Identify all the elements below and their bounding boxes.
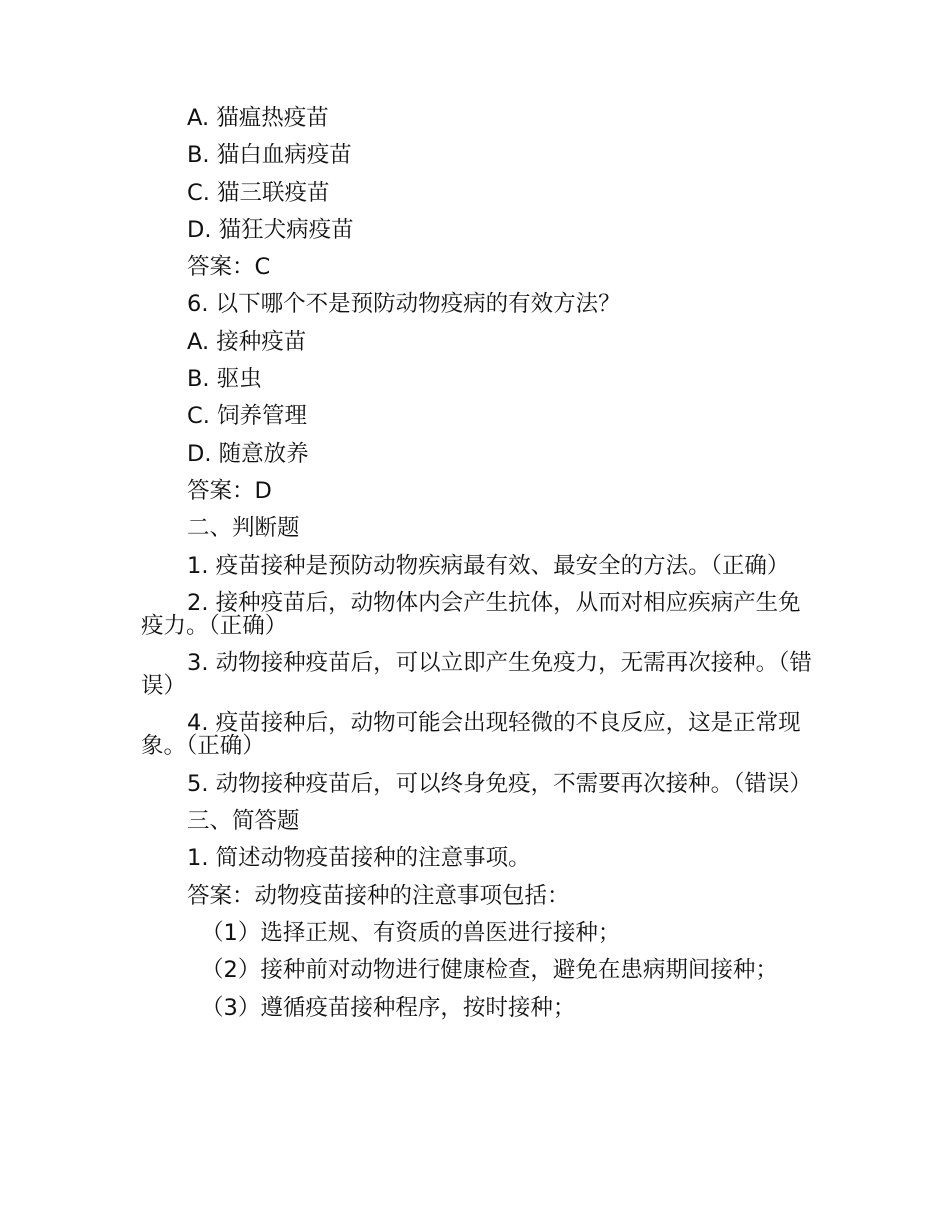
true-false-item-4: 4. 疫苗接种后，动物可能会出现轻微的不良反应，这是正常现象。（正确） [141,710,801,760]
q5-option-b: B. 猫白血病疫苗 [187,142,352,169]
true-false-item-5: 5. 动物接种疫苗后，可以终身免疫，不需要再次接种。（错误） [187,770,812,797]
true-false-item-2: 2. 接种疫苗后，动物体内会产生抗体，从而对相应疾病产生免疫力。（正确） [141,589,801,639]
q5-option-c: C. 猫三联疫苗 [187,179,330,206]
section-heading-true-false: 二、判断题 [187,515,300,542]
q6-option-b: B. 驱虫 [187,366,262,393]
q5-answer: 答案：C [187,254,271,281]
section-heading-short-answer: 三、简答题 [187,808,300,835]
q6-option-a: A. 接种疫苗 [187,328,307,355]
q6-answer: 答案：D [187,477,272,504]
short-answer-question-1: 1. 简述动物疫苗接种的注意事项。 [187,845,531,872]
true-false-item-3: 3. 动物接种疫苗后，可以立即产生免疫力，无需再次接种。（错误） [141,650,812,700]
q5-option-a: A. 猫瘟热疫苗 [187,105,329,131]
document-body [141,100,813,1027]
short-answer-list-item-3: （3）遵循疫苗接种程序，按时接种； [201,994,576,1021]
q6-option-c: C. 饲养管理 [187,403,308,430]
q5-option-d: D. 猫狂犬病疫苗 [187,216,354,243]
short-answer-answer-intro: 答案：动物疫苗接种的注意事项包括： [187,882,570,909]
true-false-item-1: 1. 疫苗接种是预防动物疾病最有效、最安全的方法。（正确） [187,552,790,579]
q6-option-d: D. 随意放养 [187,440,309,467]
short-answer-list-item-2: （2）接种前对动物进行健康检查，避免在患病期间接种； [201,957,778,984]
q6-question: 6. 以下哪个不是预防动物疫病的有效方法？ [187,291,621,318]
short-answer-list-item-1: （1）选择正规、有资质的兽医进行接种； [201,919,621,946]
